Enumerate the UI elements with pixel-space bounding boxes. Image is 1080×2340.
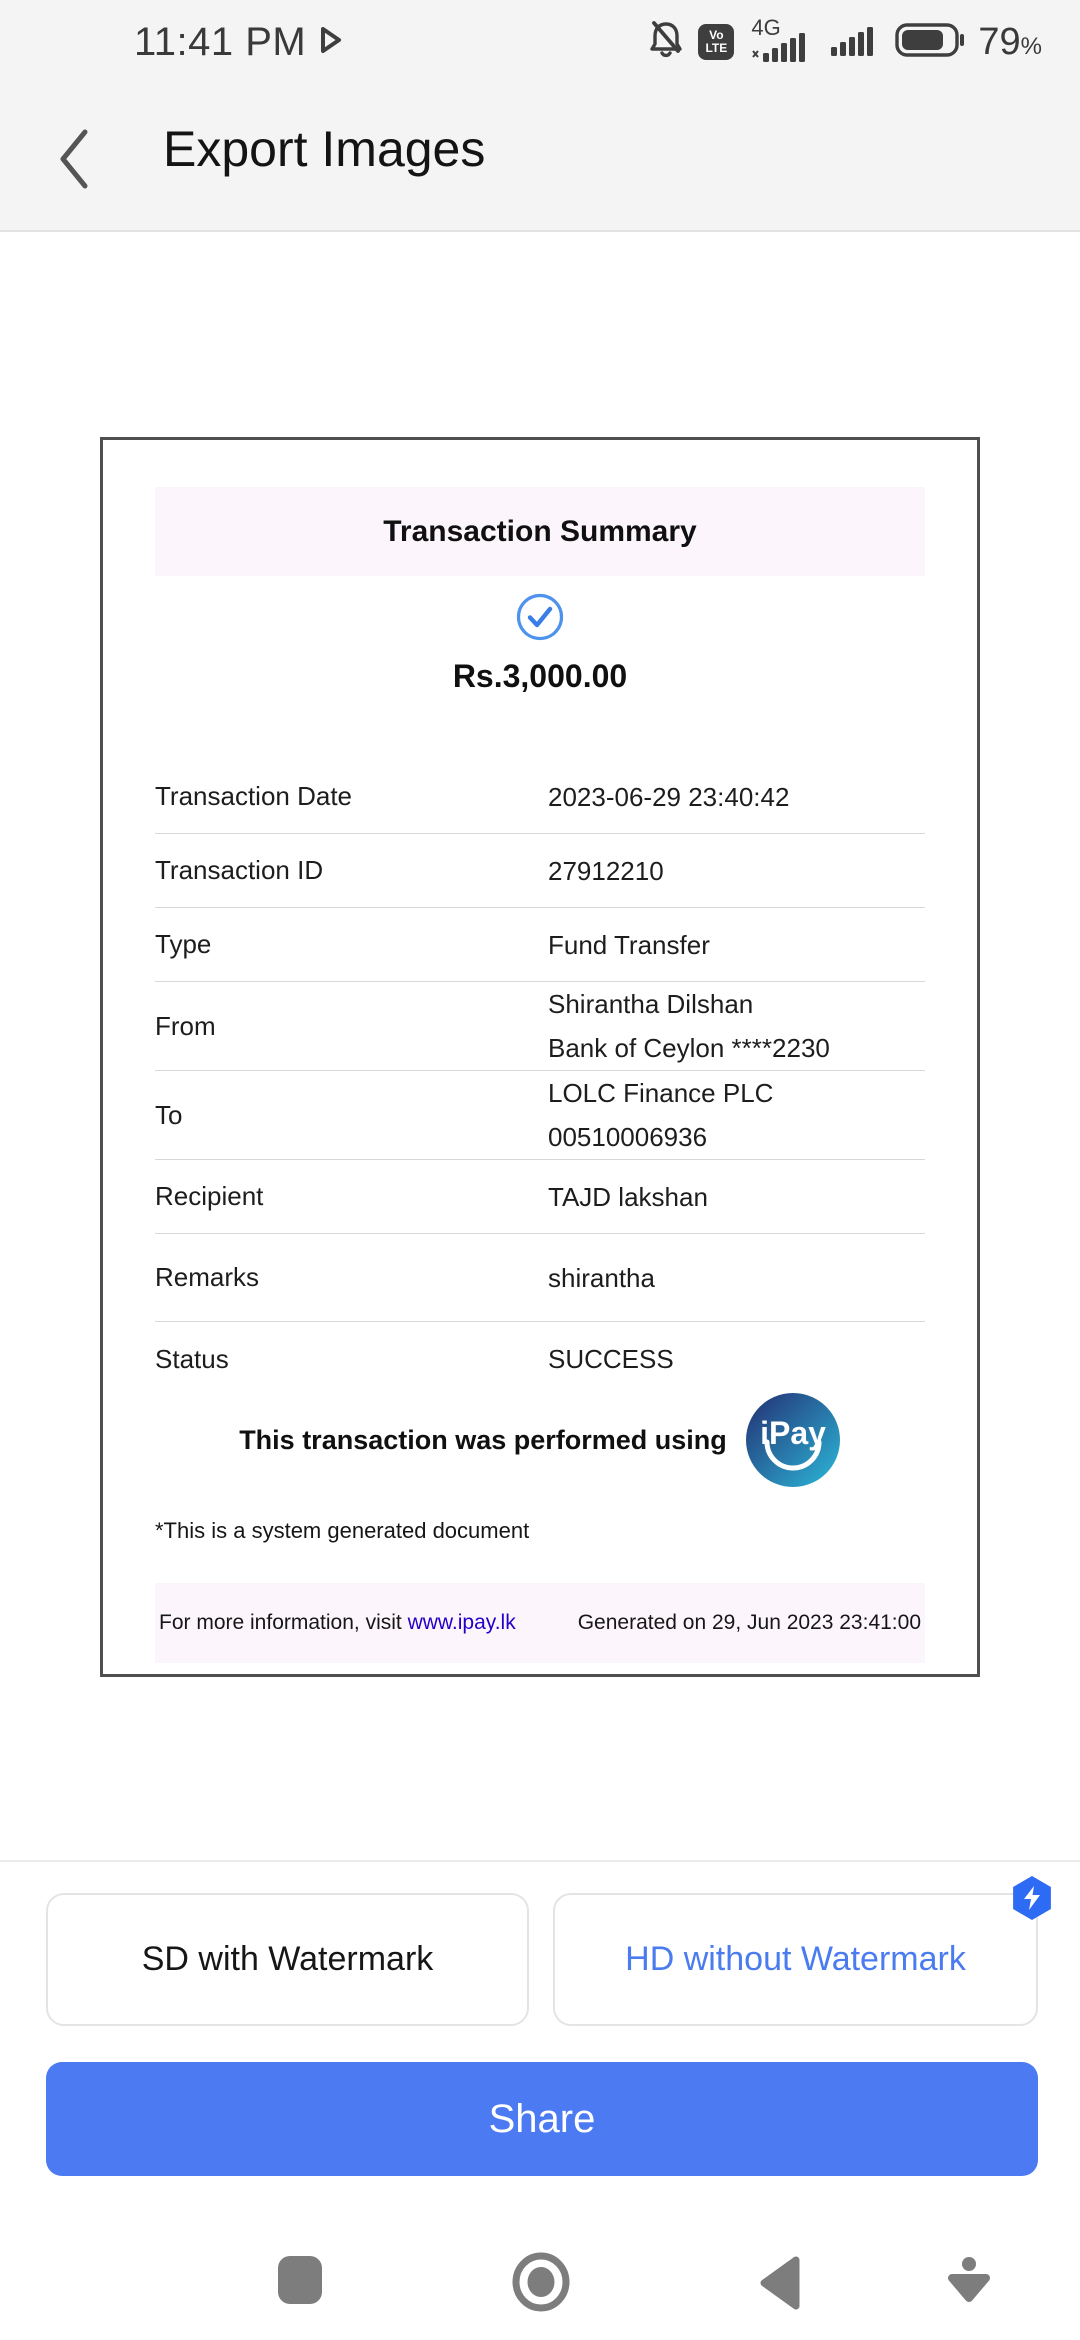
- table-row: From Shirantha Dilshan Bank of Ceylon ****2230: [155, 982, 925, 1071]
- table-row: Type Fund Transfer: [155, 908, 925, 982]
- success-check-icon: [103, 592, 977, 642]
- notifications-muted-icon: [647, 20, 685, 65]
- performed-using-row: This transaction was performed using iPay: [103, 1392, 977, 1488]
- transaction-details-table: [155, 760, 925, 1396]
- table-row: To LOLC Finance PLC 00510006936: [155, 1071, 925, 1160]
- screencast-icon: [320, 27, 342, 58]
- sd-with-watermark-button[interactable]: SD with Watermark: [46, 1893, 529, 2026]
- table-row: Status SUCCESS: [155, 1343, 674, 1374]
- page-title: Export Images: [163, 121, 486, 177]
- receipt-title-band: [155, 487, 925, 576]
- generated-timestamp: Generated on 29, Jun 2023 23:41:00: [577, 1611, 921, 1634]
- recents-nav-icon[interactable]: [278, 2256, 322, 2304]
- back-chevron-icon[interactable]: [44, 124, 104, 194]
- top-bar: [0, 0, 1080, 232]
- hd-without-watermark-button[interactable]: HD without Watermark: [553, 1893, 1038, 2026]
- table-row: Transaction Date 2023-06-29 23:40:42: [155, 760, 925, 834]
- receipt-footer-band: [155, 1583, 925, 1663]
- receipt-preview: [100, 437, 980, 1677]
- table-row: Recipient TAJD lakshan: [155, 1160, 925, 1234]
- back-nav-icon[interactable]: [756, 2254, 802, 2317]
- home-nav-icon[interactable]: [512, 2252, 570, 2317]
- battery-percent: 79%: [978, 20, 1042, 63]
- bottom-sheet-divider: [0, 1860, 1080, 1862]
- svg-text:iPay: iPay: [759, 1415, 826, 1451]
- table-row: Remarks shirantha: [155, 1234, 925, 1322]
- ipay-logo: [745, 1392, 841, 1488]
- table-row: Transaction ID 27912210: [155, 834, 925, 908]
- battery-icon: [895, 22, 965, 63]
- status-bar: [0, 0, 1080, 84]
- footer-info-text: For more information, visit: [159, 1611, 408, 1634]
- signal-primary-icon: 4G: [747, 19, 817, 65]
- ipay-link: www.ipay.lk: [407, 1611, 516, 1634]
- clock: 11:41 PM: [134, 19, 307, 64]
- receipt-title: Transaction Summary: [383, 514, 697, 548]
- signal-secondary-icon: [830, 23, 882, 62]
- hide-navbar-icon[interactable]: [947, 2256, 991, 2304]
- volte-icon: Vo LTE: [698, 24, 734, 60]
- app-bar: [0, 84, 1080, 230]
- status-icons: [647, 15, 1042, 65]
- share-button[interactable]: Share: [46, 2062, 1038, 2176]
- transaction-amount: Rs.3,000.00: [452, 658, 628, 694]
- system-generated-note: *This is a system generated document: [155, 1518, 530, 1543]
